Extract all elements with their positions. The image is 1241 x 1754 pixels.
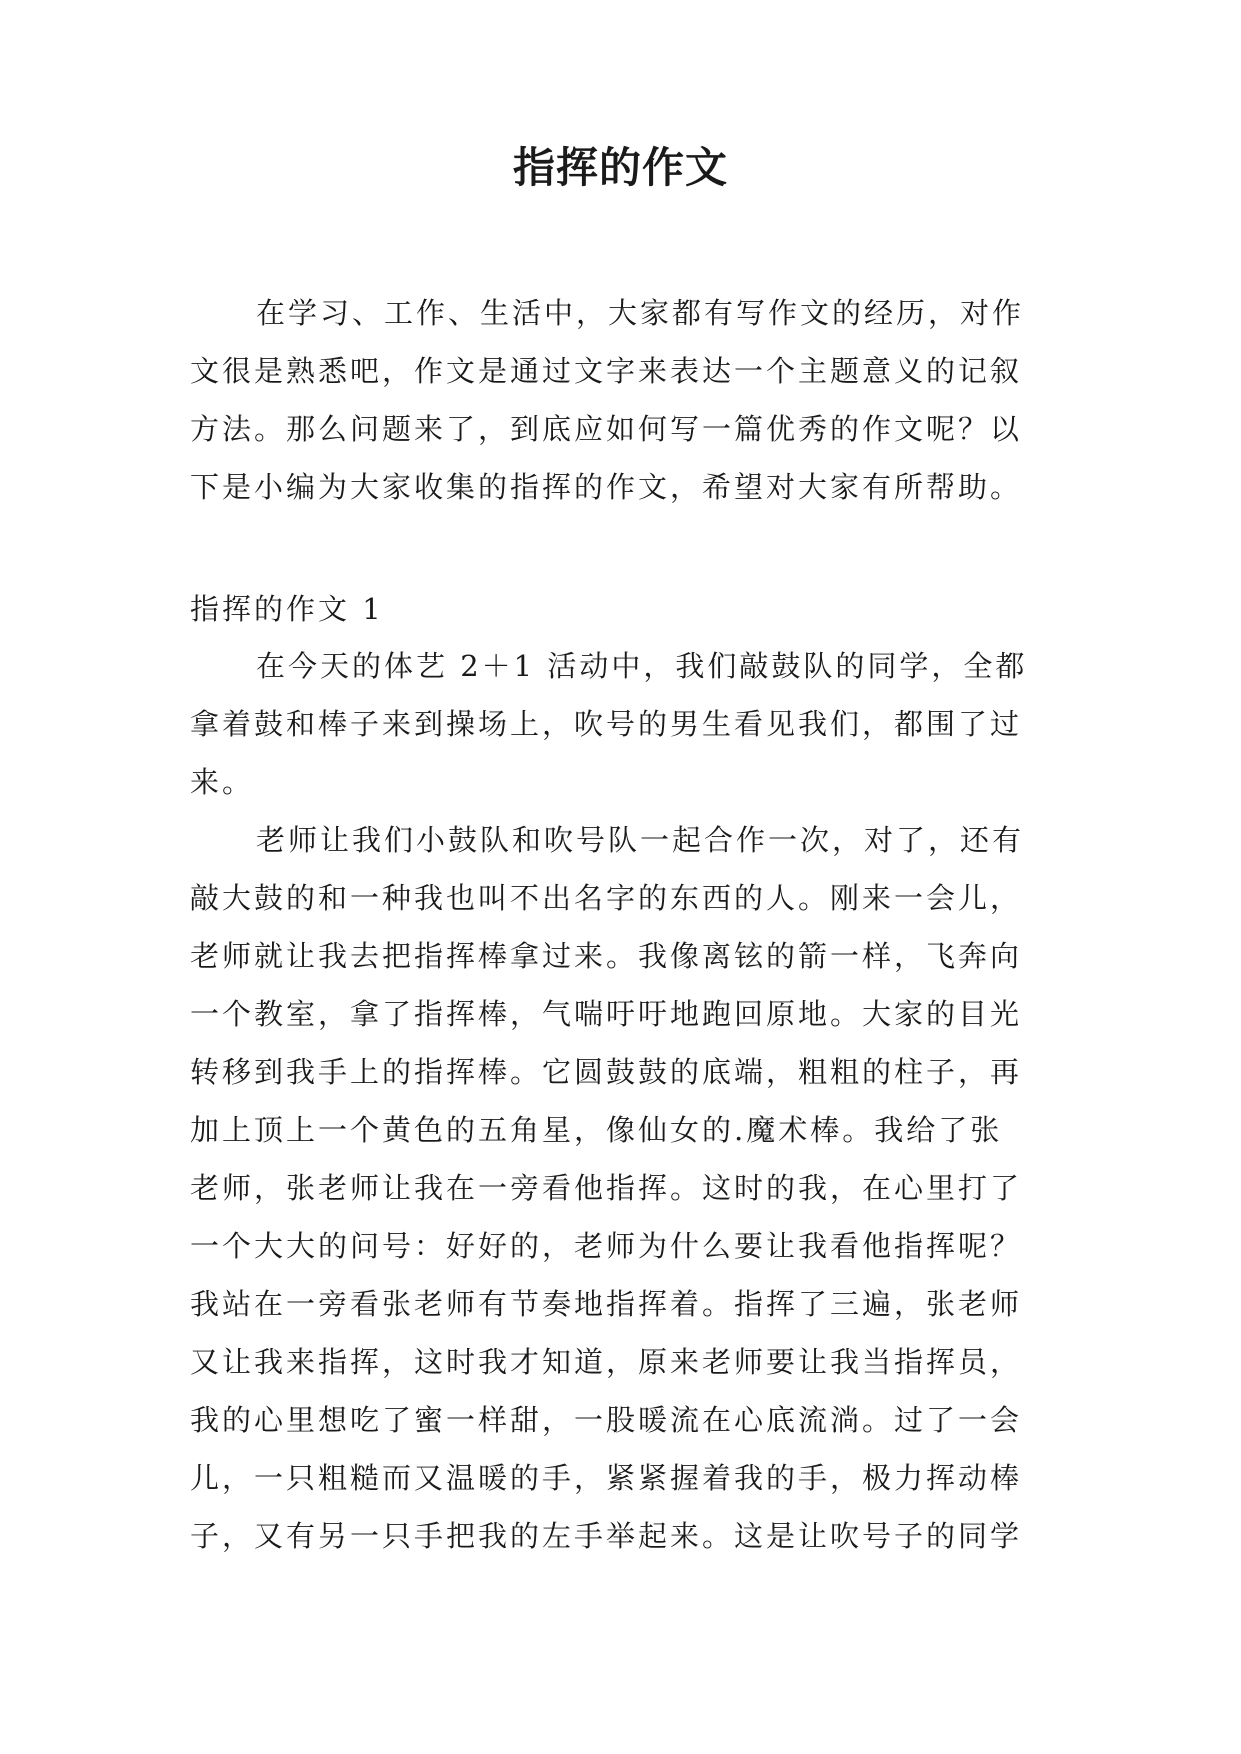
intro-line: 下是小编为大家收集的指挥的作文，希望对大家有所帮助。 — [190, 470, 1023, 504]
paragraph-2 — [190, 811, 1070, 1565]
page-title: 指挥的作文 — [512, 143, 728, 192]
paragraph-line: 转移到我手上的指挥棒。它圆鼓鼓的底端，粗粗的柱子，再 — [190, 1055, 1023, 1089]
paragraph-line: 一个教室，拿了指挥棒，气喘吁吁地跑回原地。大家的目光 — [190, 997, 1023, 1031]
paragraph-line: 老师让我们小鼓队和吹号队一起合作一次，对了，还有 — [256, 823, 1025, 857]
paragraph-line: 敲大鼓的和一种我也叫不出名字的东西的人。刚来一会儿， — [190, 881, 1023, 915]
paragraph-line: 加上顶上一个黄色的五角星，像仙女的.魔术棒。我给了张 — [190, 1113, 1003, 1147]
paragraph-line: 拿着鼓和棒子来到操场上，吹号的男生看见我们，都围了过 — [190, 707, 1023, 741]
intro-line: 文很是熟悉吧，作文是通过文字来表达一个主题意义的记叙 — [190, 354, 1023, 388]
paragraph-1 — [190, 637, 1070, 811]
intro-line: 在学习、工作、生活中，大家都有写作文的经历，对作 — [256, 296, 1025, 330]
paragraph-line: 在今天的体艺 2＋1 活动中，我们敲鼓队的同学，全都 — [256, 649, 1028, 683]
intro-paragraph — [190, 284, 1070, 516]
paragraph-line: 老师就让我去把指挥棒拿过来。我像离铉的箭一样，飞奔向 — [190, 939, 1023, 973]
intro-line: 方法。那么问题来了，到底应如何写一篇优秀的作文呢？以 — [190, 412, 1023, 446]
paragraph-line: 一个大大的问号：好好的，老师为什么要让我看他指挥呢？ — [190, 1229, 1023, 1263]
section-heading-block — [190, 580, 1070, 638]
paragraph-line: 又让我来指挥，这时我才知道，原来老师要让我当指挥员， — [190, 1345, 1023, 1379]
paragraph-line: 我站在一旁看张老师有节奏地指挥着。指挥了三遍，张老师 — [190, 1287, 1023, 1321]
paragraph-line: 我的心里想吃了蜜一样甜，一股暖流在心底流淌。过了一会 — [190, 1403, 1023, 1437]
paragraph-line: 来。 — [190, 765, 255, 799]
paragraph-line: 儿，一只粗糙而又温暖的手，紧紧握着我的手，极力挥动棒 — [190, 1461, 1023, 1495]
section-heading: 指挥的作文 1 — [190, 592, 384, 626]
paragraph-line: 老师，张老师让我在一旁看他指挥。这时的我，在心里打了 — [190, 1171, 1023, 1205]
paragraph-line: 子，又有另一只手把我的左手举起来。这是让吹号子的同学 — [190, 1519, 1023, 1553]
